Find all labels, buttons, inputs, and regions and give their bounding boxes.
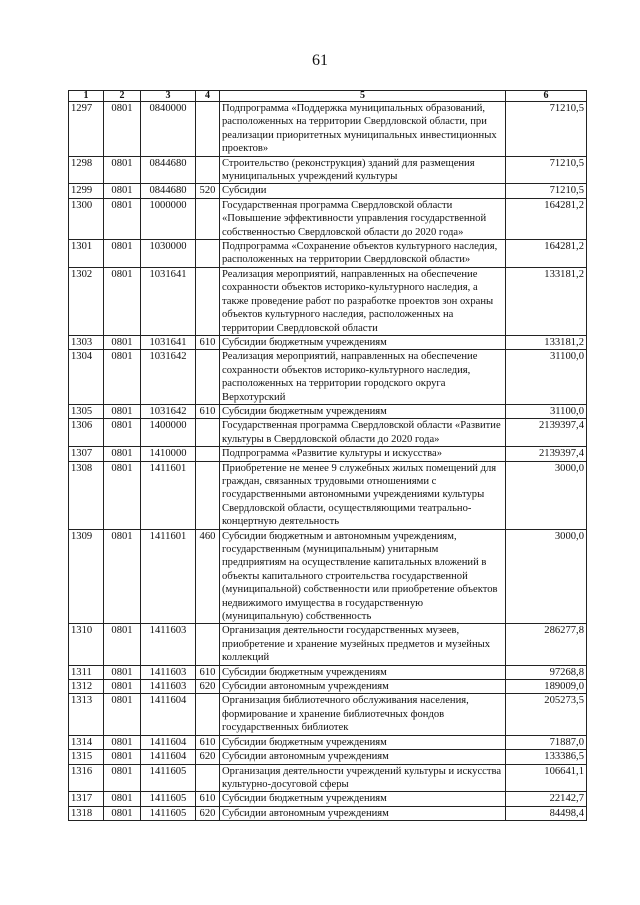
- header-col-2: 2: [104, 91, 141, 102]
- table-row: [69, 694, 587, 735]
- amount-cell: 189009,0: [506, 680, 587, 694]
- budget-table: [68, 90, 587, 821]
- amount-cell: 133386,5: [506, 750, 587, 764]
- expense-type-cell: [196, 419, 220, 447]
- item-name-cell: Субсидии бюджетным учреждениям: [220, 792, 506, 806]
- section-code-cell: 0801: [104, 529, 141, 624]
- section-code-cell: 0801: [104, 806, 141, 820]
- row-number-cell: 1312: [69, 680, 104, 694]
- header-col-5: 5: [220, 91, 506, 102]
- item-name-cell: Подпрограмма «Сохранение объектов культурного наследия, расположенных на территории Свердловской области»: [220, 240, 506, 268]
- section-code-cell: 0801: [104, 350, 141, 405]
- table-row: [69, 806, 587, 820]
- table-row: [69, 680, 587, 694]
- target-article-cell: 1411605: [141, 792, 196, 806]
- table-row: [69, 404, 587, 418]
- expense-type-cell: 460: [196, 529, 220, 624]
- item-name-cell: Организация библиотечного обслуживания населения, формирование и хранение библиотечных фондов государственных библиотек: [220, 694, 506, 735]
- target-article-cell: 1411604: [141, 750, 196, 764]
- target-article-cell: 1031641: [141, 267, 196, 335]
- amount-cell: 286277,8: [506, 624, 587, 665]
- section-code-cell: 0801: [104, 792, 141, 806]
- table-row: [69, 735, 587, 749]
- target-article-cell: 1411601: [141, 461, 196, 529]
- target-article-cell: 1411603: [141, 624, 196, 665]
- expense-type-cell: [196, 624, 220, 665]
- target-article-cell: 1411601: [141, 529, 196, 624]
- amount-cell: 97268,8: [506, 665, 587, 679]
- amount-cell: 71210,5: [506, 102, 587, 157]
- target-article-cell: 1410000: [141, 447, 196, 461]
- table-row: [69, 102, 587, 157]
- section-code-cell: 0801: [104, 764, 141, 792]
- section-code-cell: 0801: [104, 447, 141, 461]
- header-col-6: 6: [506, 91, 587, 102]
- table-row: [69, 665, 587, 679]
- table-row: [69, 156, 587, 184]
- expense-type-cell: 610: [196, 404, 220, 418]
- row-number-cell: 1305: [69, 404, 104, 418]
- header-col-1: 1: [69, 91, 104, 102]
- expense-type-cell: 620: [196, 806, 220, 820]
- amount-cell: 2139397,4: [506, 447, 587, 461]
- target-article-cell: 1031642: [141, 404, 196, 418]
- item-name-cell: Реализация мероприятий, направленных на обеспечение сохранности объектов историко-культурного наследия, а также проведение работ по разработке проектов зон охраны объектов культурного наследия, расположенных на территории Свердловской области: [220, 267, 506, 335]
- item-name-cell: Субсидии бюджетным учреждениям: [220, 335, 506, 349]
- expense-type-cell: [196, 461, 220, 529]
- item-name-cell: Реализация мероприятий, направленных на обеспечение сохранности объектов историко-культурного наследия, расположенных на территории городского округа Верхотурский: [220, 350, 506, 405]
- section-code-cell: 0801: [104, 102, 141, 157]
- target-article-cell: 1000000: [141, 198, 196, 239]
- row-number-cell: 1303: [69, 335, 104, 349]
- expense-type-cell: 620: [196, 750, 220, 764]
- row-number-cell: 1317: [69, 792, 104, 806]
- row-number-cell: 1315: [69, 750, 104, 764]
- item-name-cell: Субсидии автономным учреждениям: [220, 680, 506, 694]
- target-article-cell: 1030000: [141, 240, 196, 268]
- section-code-cell: 0801: [104, 461, 141, 529]
- item-name-cell: Строительство (реконструкция) зданий для размещения муниципальных учреждений культуры: [220, 156, 506, 184]
- target-article-cell: 0844680: [141, 156, 196, 184]
- amount-cell: 31100,0: [506, 350, 587, 405]
- row-number-cell: 1318: [69, 806, 104, 820]
- amount-cell: 2139397,4: [506, 419, 587, 447]
- amount-cell: 71210,5: [506, 184, 587, 198]
- row-number-cell: 1309: [69, 529, 104, 624]
- amount-cell: 164281,2: [506, 198, 587, 239]
- row-number-cell: 1306: [69, 419, 104, 447]
- amount-cell: 22142,7: [506, 792, 587, 806]
- item-name-cell: Государственная программа Свердловской области «Развитие культуры в Свердловской области до 2020 года»: [220, 419, 506, 447]
- table-row: [69, 792, 587, 806]
- row-number-cell: 1299: [69, 184, 104, 198]
- target-article-cell: 1031642: [141, 350, 196, 405]
- section-code-cell: 0801: [104, 404, 141, 418]
- table-row: [69, 350, 587, 405]
- amount-cell: 3000,0: [506, 461, 587, 529]
- row-number-cell: 1310: [69, 624, 104, 665]
- target-article-cell: 0840000: [141, 102, 196, 157]
- expense-type-cell: [196, 102, 220, 157]
- expense-type-cell: 610: [196, 335, 220, 349]
- section-code-cell: 0801: [104, 694, 141, 735]
- item-name-cell: Государственная программа Свердловской области «Повышение эффективности управления государственной собственностью Свердловской области до 2020 года»: [220, 198, 506, 239]
- item-name-cell: Субсидии: [220, 184, 506, 198]
- expense-type-cell: 520: [196, 184, 220, 198]
- expense-type-cell: [196, 350, 220, 405]
- expense-type-cell: [196, 156, 220, 184]
- item-name-cell: Субсидии бюджетным учреждениям: [220, 404, 506, 418]
- row-number-cell: 1300: [69, 198, 104, 239]
- item-name-cell: Субсидии бюджетным и автономным учреждениям, государственным (муниципальным) унитарным предприятиям на осуществление капитальных вложений в объекты капитального строительства государственной (муниципальной) собственности или приобретение объектов недвижимого имущества в государственную (муниципальную) собственность: [220, 529, 506, 624]
- target-article-cell: 1411604: [141, 694, 196, 735]
- amount-cell: 106641,1: [506, 764, 587, 792]
- amount-cell: 71887,0: [506, 735, 587, 749]
- amount-cell: 71210,5: [506, 156, 587, 184]
- row-number-cell: 1301: [69, 240, 104, 268]
- row-number-cell: 1316: [69, 764, 104, 792]
- table-row: [69, 419, 587, 447]
- header-col-4: 4: [196, 91, 220, 102]
- section-code-cell: 0801: [104, 750, 141, 764]
- table-row: [69, 240, 587, 268]
- item-name-cell: Подпрограмма «Поддержка муниципальных образований, расположенных на территории Свердловской области, при реализации приоритетных муниципальных инвестиционных проектов»: [220, 102, 506, 157]
- item-name-cell: Организация деятельности государственных музеев, приобретение и хранение музейных предметов и музейных коллекций: [220, 624, 506, 665]
- target-article-cell: 1400000: [141, 419, 196, 447]
- amount-cell: 3000,0: [506, 529, 587, 624]
- expense-type-cell: [196, 198, 220, 239]
- row-number-cell: 1311: [69, 665, 104, 679]
- section-code-cell: 0801: [104, 419, 141, 447]
- table-row: [69, 198, 587, 239]
- header-col-3: 3: [141, 91, 196, 102]
- item-name-cell: Организация деятельности учреждений культуры и искусства культурно-досуговой сферы: [220, 764, 506, 792]
- target-article-cell: 1411605: [141, 806, 196, 820]
- table-row: [69, 750, 587, 764]
- item-name-cell: Субсидии автономным учреждениям: [220, 750, 506, 764]
- section-code-cell: 0801: [104, 680, 141, 694]
- row-number-cell: 1298: [69, 156, 104, 184]
- amount-cell: 133181,2: [506, 335, 587, 349]
- table-row: [69, 624, 587, 665]
- row-number-cell: 1302: [69, 267, 104, 335]
- table-row: [69, 267, 587, 335]
- amount-cell: 164281,2: [506, 240, 587, 268]
- table-header-row: [69, 91, 587, 102]
- section-code-cell: 0801: [104, 335, 141, 349]
- table-row: [69, 184, 587, 198]
- table-row: [69, 335, 587, 349]
- target-article-cell: 1411603: [141, 665, 196, 679]
- item-name-cell: Субсидии бюджетным учреждениям: [220, 735, 506, 749]
- section-code-cell: 0801: [104, 240, 141, 268]
- expense-type-cell: 610: [196, 792, 220, 806]
- row-number-cell: 1297: [69, 102, 104, 157]
- amount-cell: 31100,0: [506, 404, 587, 418]
- expense-type-cell: [196, 447, 220, 461]
- row-number-cell: 1313: [69, 694, 104, 735]
- target-article-cell: 0844680: [141, 184, 196, 198]
- item-name-cell: Приобретение не менее 9 служебных жилых помещений для граждан, связанных трудовыми отношениями с государственными автономными учреждениями культуры Свердловской области, осуществляющими театрально-концертную деятельность: [220, 461, 506, 529]
- amount-cell: 84498,4: [506, 806, 587, 820]
- expense-type-cell: [196, 694, 220, 735]
- row-number-cell: 1314: [69, 735, 104, 749]
- expense-type-cell: [196, 764, 220, 792]
- item-name-cell: Субсидии бюджетным учреждениям: [220, 665, 506, 679]
- section-code-cell: 0801: [104, 665, 141, 679]
- expense-type-cell: [196, 240, 220, 268]
- section-code-cell: 0801: [104, 624, 141, 665]
- amount-cell: 205273,5: [506, 694, 587, 735]
- expense-type-cell: 620: [196, 680, 220, 694]
- row-number-cell: 1308: [69, 461, 104, 529]
- item-name-cell: Подпрограмма «Развитие культуры и искусства»: [220, 447, 506, 461]
- expense-type-cell: 610: [196, 665, 220, 679]
- row-number-cell: 1304: [69, 350, 104, 405]
- row-number-cell: 1307: [69, 447, 104, 461]
- target-article-cell: 1411603: [141, 680, 196, 694]
- table-row: [69, 529, 587, 624]
- section-code-cell: 0801: [104, 735, 141, 749]
- section-code-cell: 0801: [104, 156, 141, 184]
- target-article-cell: 1031641: [141, 335, 196, 349]
- table-row: [69, 447, 587, 461]
- target-article-cell: 1411604: [141, 735, 196, 749]
- expense-type-cell: 610: [196, 735, 220, 749]
- target-article-cell: 1411605: [141, 764, 196, 792]
- table-row: [69, 764, 587, 792]
- section-code-cell: 0801: [104, 184, 141, 198]
- section-code-cell: 0801: [104, 198, 141, 239]
- item-name-cell: Субсидии автономным учреждениям: [220, 806, 506, 820]
- expense-type-cell: [196, 267, 220, 335]
- section-code-cell: 0801: [104, 267, 141, 335]
- page-number: 61: [312, 52, 328, 69]
- table-row: [69, 461, 587, 529]
- amount-cell: 133181,2: [506, 267, 587, 335]
